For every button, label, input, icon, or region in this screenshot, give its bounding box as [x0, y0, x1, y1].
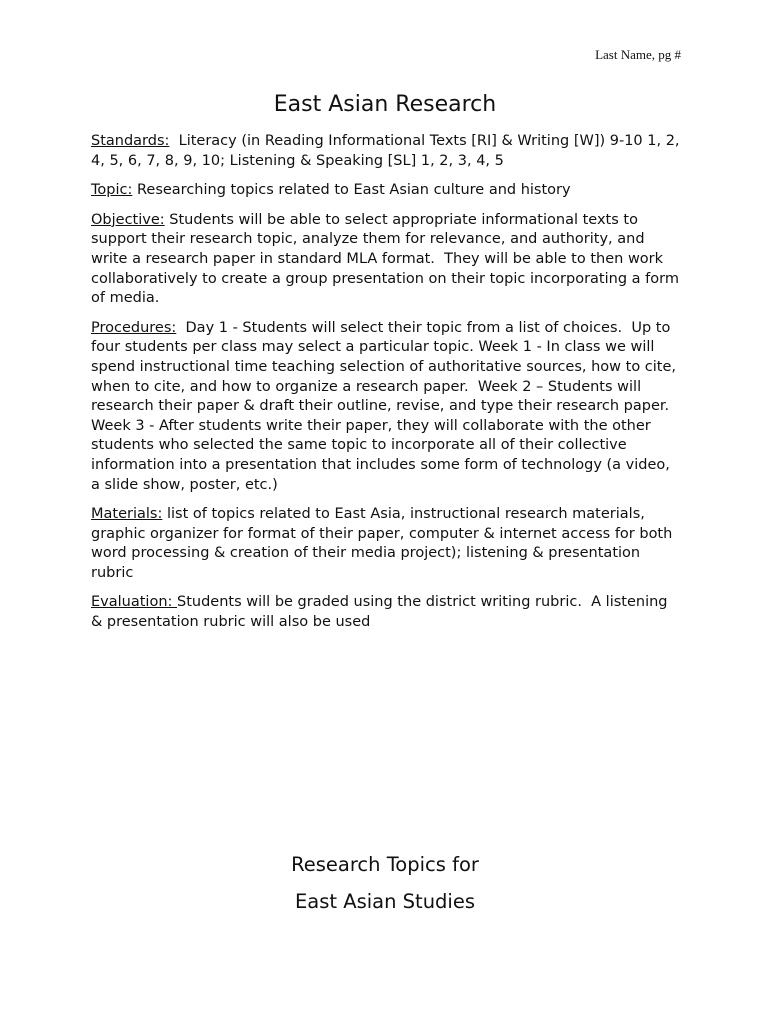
document-title: East Asian Research — [273, 92, 497, 117]
standards-text: Literacy (in Reading Informational Texts [RI] & Writing [W]) 9-10 1, 2, 4, 5, 6, 7, 8, 9, 10; Listening & Speaking [SL] 1, 2, 3, 4, 5 — [91, 133, 685, 169]
objective-label: Objective: — [91, 211, 165, 228]
topic-label: Topic: — [91, 182, 133, 199]
evaluation-text: Students will be graded using the district writing rubric. A listening & presentation rubric will also be used — [91, 594, 673, 631]
topics-heading-line2: East Asian Studies — [294, 890, 476, 913]
procedures-text: Day 1 - Students will select their topic from a list of choices. Up to four students per class may select a particular topic. Week 1 - In class we will spend instructional time teaching selection of authoritative sources, how to cite, when to cite, and how to organize a research paper. Week 2 – Students will research their paper & draft their outline, revise, and type their research paper. Week 3 - After students write their paper, they will collaborate with the other students who selected the same topic to incorporate all of their collective information into a presentation that includes some form of technology (a video, a slide show, poster, etc.) — [91, 319, 681, 493]
materials-label: Materials: — [91, 506, 163, 523]
procedures-label: Procedures: — [91, 319, 177, 336]
procedures-paragraph — [91, 319, 681, 495]
standards-paragraph — [91, 132, 685, 171]
objective-text: Students will be able to select appropriate informational texts to support their research topic, analyze them for relevance, and authority, and write a research paper in standard MLA format. They will be able to then work collaboratively to create a group presentation on their topic incorporating a form of media. — [91, 211, 684, 307]
topic-paragraph — [91, 181, 681, 201]
evaluation-label: Evaluation: — [91, 594, 178, 611]
materials-paragraph — [91, 505, 681, 583]
page-header-label: Last Name, pg # — [595, 47, 681, 62]
topics-heading-line1: Research Topics for — [291, 853, 479, 876]
topic-text: Researching topics related to East Asian culture and history — [132, 182, 571, 199]
evaluation-paragraph — [91, 593, 681, 632]
standards-label: Standards: — [91, 133, 170, 149]
materials-text: list of topics related to East Asia, instructional research materials, graphic organizer for format of their paper, computer & internet access for both word processing & creation of their media project); listening & presentation rubric — [91, 506, 677, 581]
objective-paragraph — [91, 211, 684, 309]
document-body — [91, 132, 685, 643]
